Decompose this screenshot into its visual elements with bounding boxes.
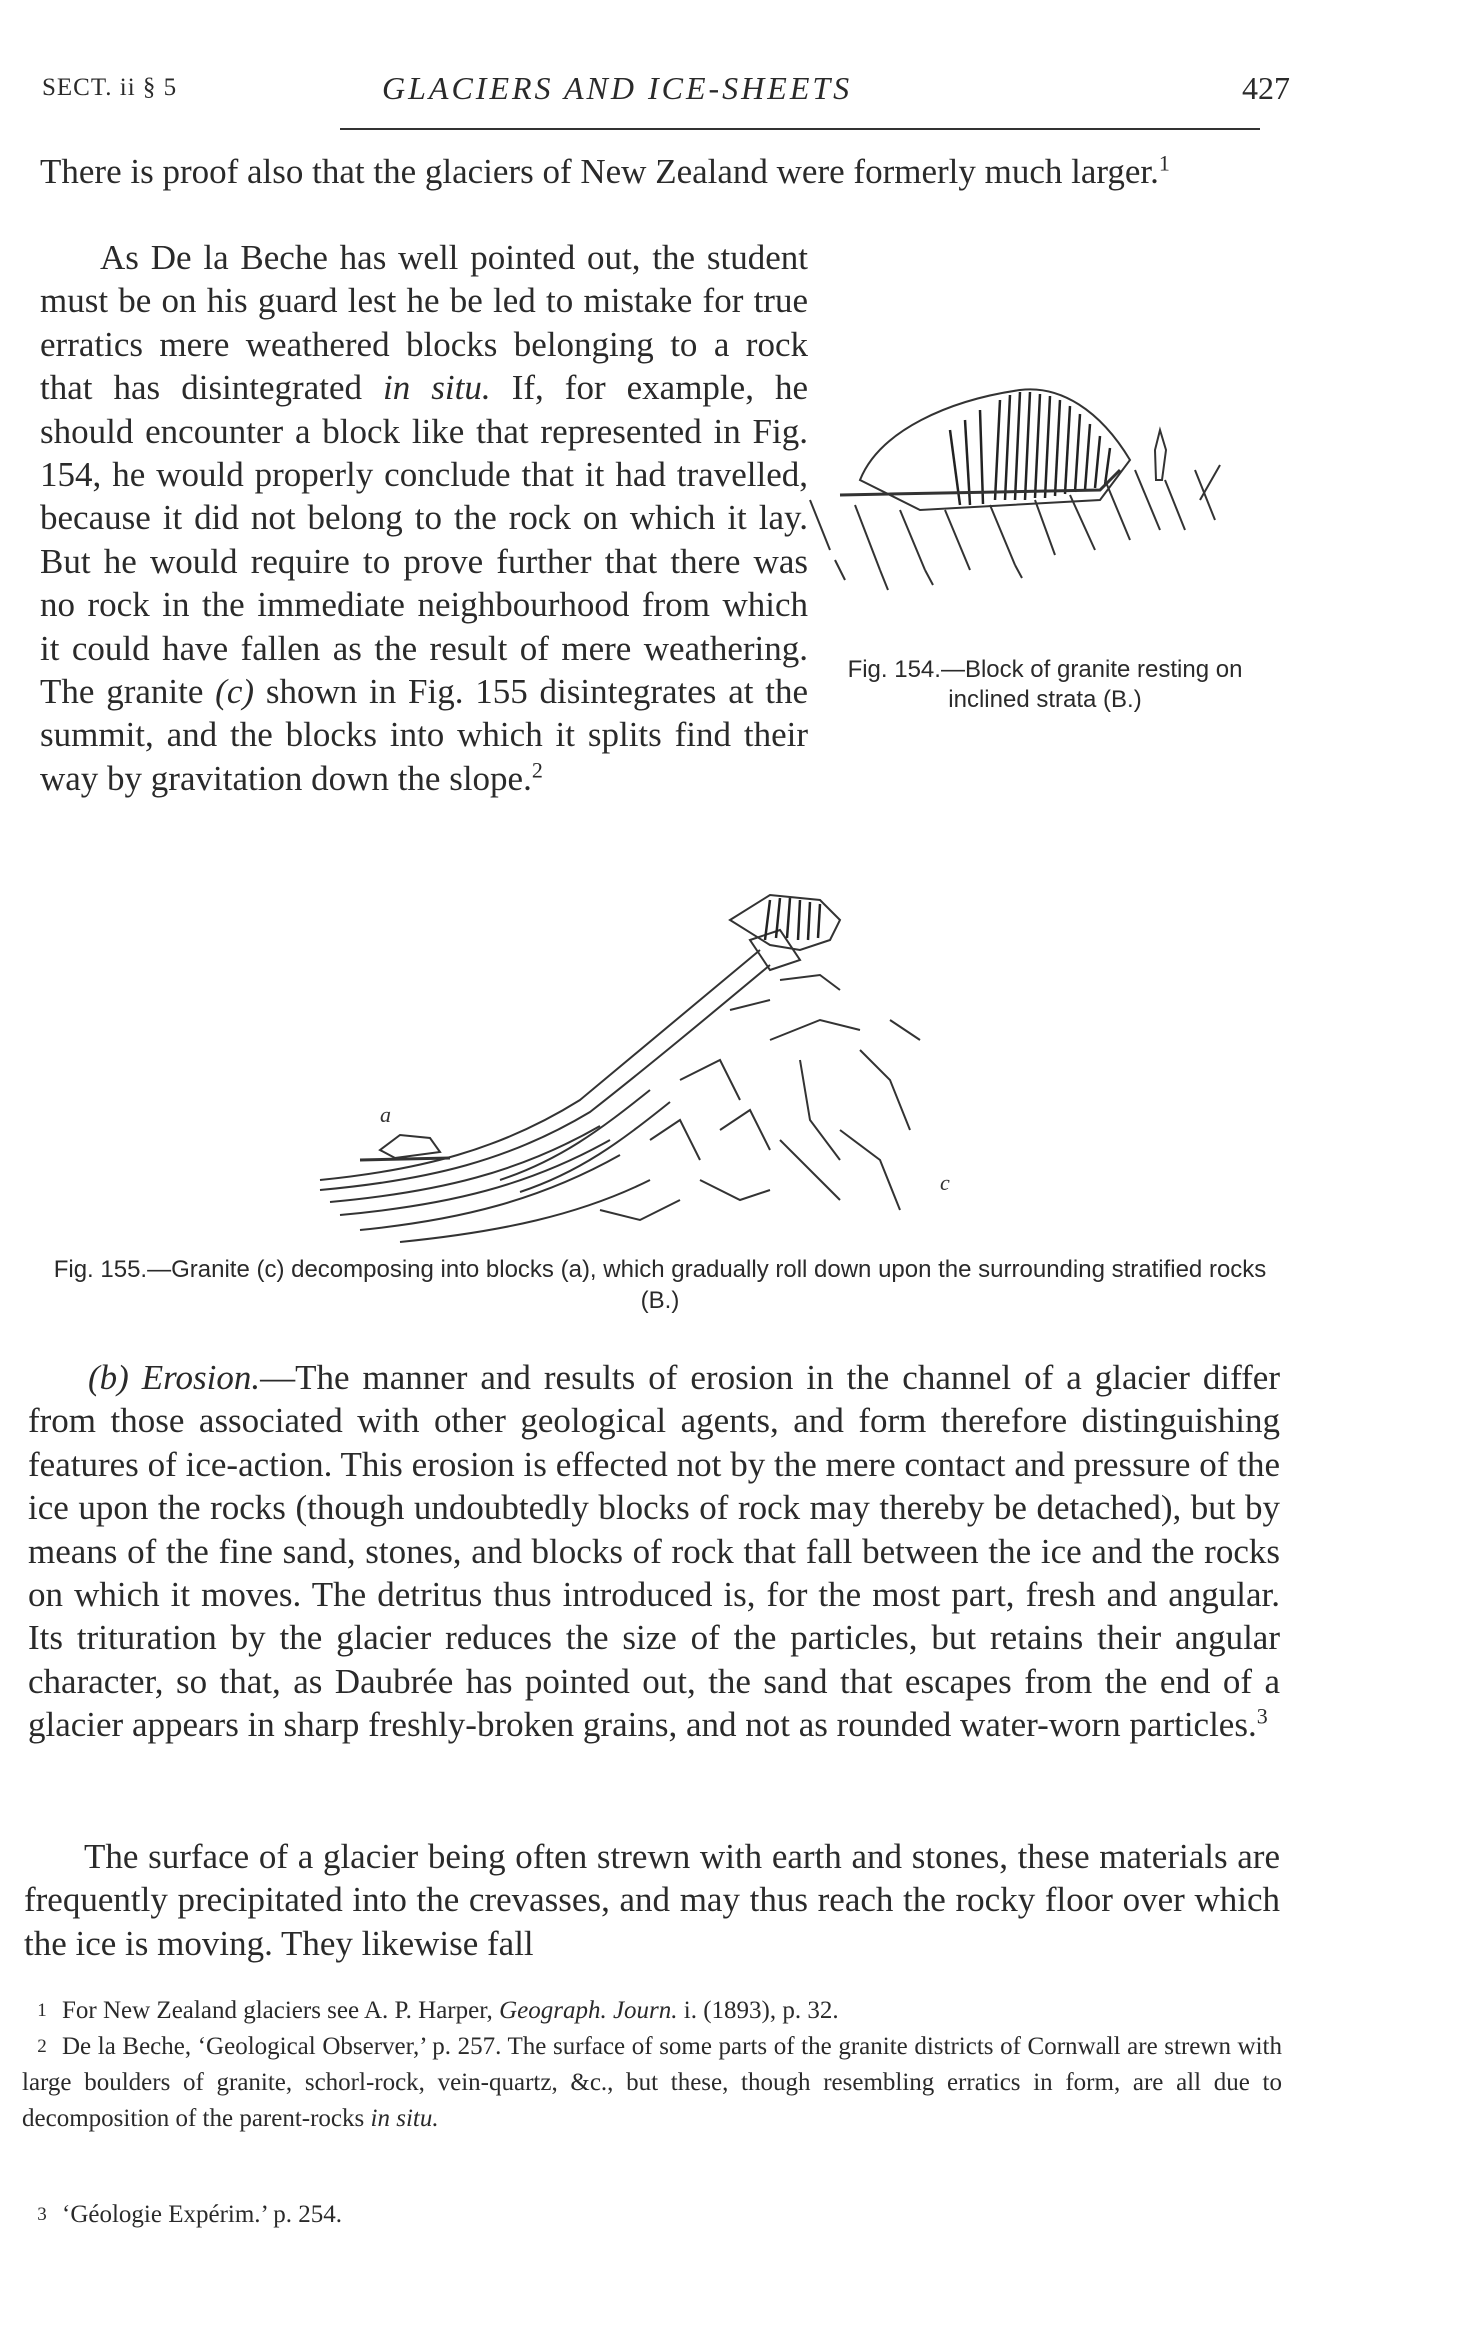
running-header (42, 70, 1290, 114)
footnote-1 (22, 1993, 1282, 2029)
paragraph-new-zealand (40, 150, 1283, 193)
footnote-text: For New Zealand glaciers see A. P. Harper, (62, 1997, 493, 2024)
section-label-b: (b) (88, 1358, 129, 1397)
footnote-text: ‘Géologie Expérim.’ p. 254. (62, 2201, 343, 2228)
page-title: GLACIERS AND ICE-SHEETS (382, 70, 853, 106)
footnote-number: 2 (37, 2036, 47, 2057)
figure-155-caption: Fig. 155.—Granite (c) decomposing into blocks (a), which gradually roll down upon the surrounding stratified rocks (B.) (53, 1256, 1267, 1314)
footnote-ref: 3 (1256, 1703, 1268, 1729)
footnote-2 (22, 2029, 1282, 2137)
paragraph-text: The surface of a glacier being often strewn with earth and stones, these materials are frequently precipitated into the crevasses, and may thus reach the rocky floor over which the ice is moving. They likewise fall (24, 1837, 1280, 1963)
paragraph-glacier-surface (24, 1835, 1280, 1965)
section-heading-erosion: Erosion. (141, 1358, 261, 1397)
figure-154 (800, 370, 1270, 660)
footnote-italic: Geograph. Journ. (499, 1997, 678, 2024)
granite-slope-illustration (300, 880, 1000, 1250)
footnote-italic: in situ. (370, 2105, 439, 2132)
paragraph-erosion (28, 1356, 1280, 1747)
figure-154-caption: Fig. 154.—Block of granite resting on inclined strata (B.) (847, 656, 1243, 713)
paragraph-text: There is proof also that the glaciers of New Zealand were formerly much larger. (40, 152, 1159, 191)
paragraph-text: —The manner and results of erosion in the channel of a glacier differ from those associated with other geological agents, and form therefore distinguishing features of ice-action. This erosion is effected not by the mere contact and pressure of the ice upon the rocks (though undoubtedly blocks of rock may thereby be detached), but by means of the fine sand, stones, and blocks of rock that fall between the ice and the rocks on which it moves. The detritus thus introduced is, for the most part, fresh and angular. Its trituration by the glacier reduces the size of the particles, but retains their angular character, so that, as Daubrée has pointed out, the sand that escapes from the end of a glacier appears in sharp freshly-broken grains, and not as rounded water-worn particles. (28, 1358, 1281, 1745)
figure-155 (300, 880, 1000, 1250)
paragraph-text-c: shown in Fig. 155 disintegrates at the summit, and the blocks into which it splits find their way by gravitation down the slope. (40, 672, 809, 798)
paragraph-text-a: As De la Beche has well pointed out, the student must be on his guard lest he be led to mistake for true erratics mere weathered blocks belonging to a rock that has disintegrated (40, 238, 808, 408)
footnote-number: 1 (37, 2000, 47, 2021)
footnote-text: De la Beche, ‘Geological Observer,’ p. 257. The surface of some parts of the granite districts of Cornwall are strewn with large boulders of granite, schorl-rock, vein-quartz, &c., but these, though resembling erratics in form, are all due to decomposition of the parent-rocks (22, 2033, 1282, 2132)
paragraph-text-b: If, for example, he should encounter a block like that represented in Fig. 154, he would properly conclude that it had travelled, because it did not belong to the rock on which it lay. But he would require to prove further that there was no rock in the immediate neighbourhood from which it could have fallen as the result of mere weathering. The granite (40, 368, 809, 712)
footnote-ref: 1 (1158, 150, 1170, 176)
footnote-ref: 2 (531, 757, 543, 783)
figure-label-c: c (940, 1170, 950, 1195)
header-rule (340, 128, 1260, 130)
section-label: SECT. ii § 5 (42, 74, 178, 101)
footnote-3 (22, 2197, 1282, 2233)
granite-block-illustration (800, 370, 1270, 620)
footnote-text-b: i. (1893), p. 32. (683, 1997, 839, 2024)
page-number: 427 (1242, 70, 1290, 106)
footnote-number: 3 (37, 2204, 47, 2225)
figure-label-a: a (380, 1102, 391, 1127)
label-c-italic: (c) (215, 672, 255, 712)
in-situ-italic: in situ. (383, 368, 491, 408)
